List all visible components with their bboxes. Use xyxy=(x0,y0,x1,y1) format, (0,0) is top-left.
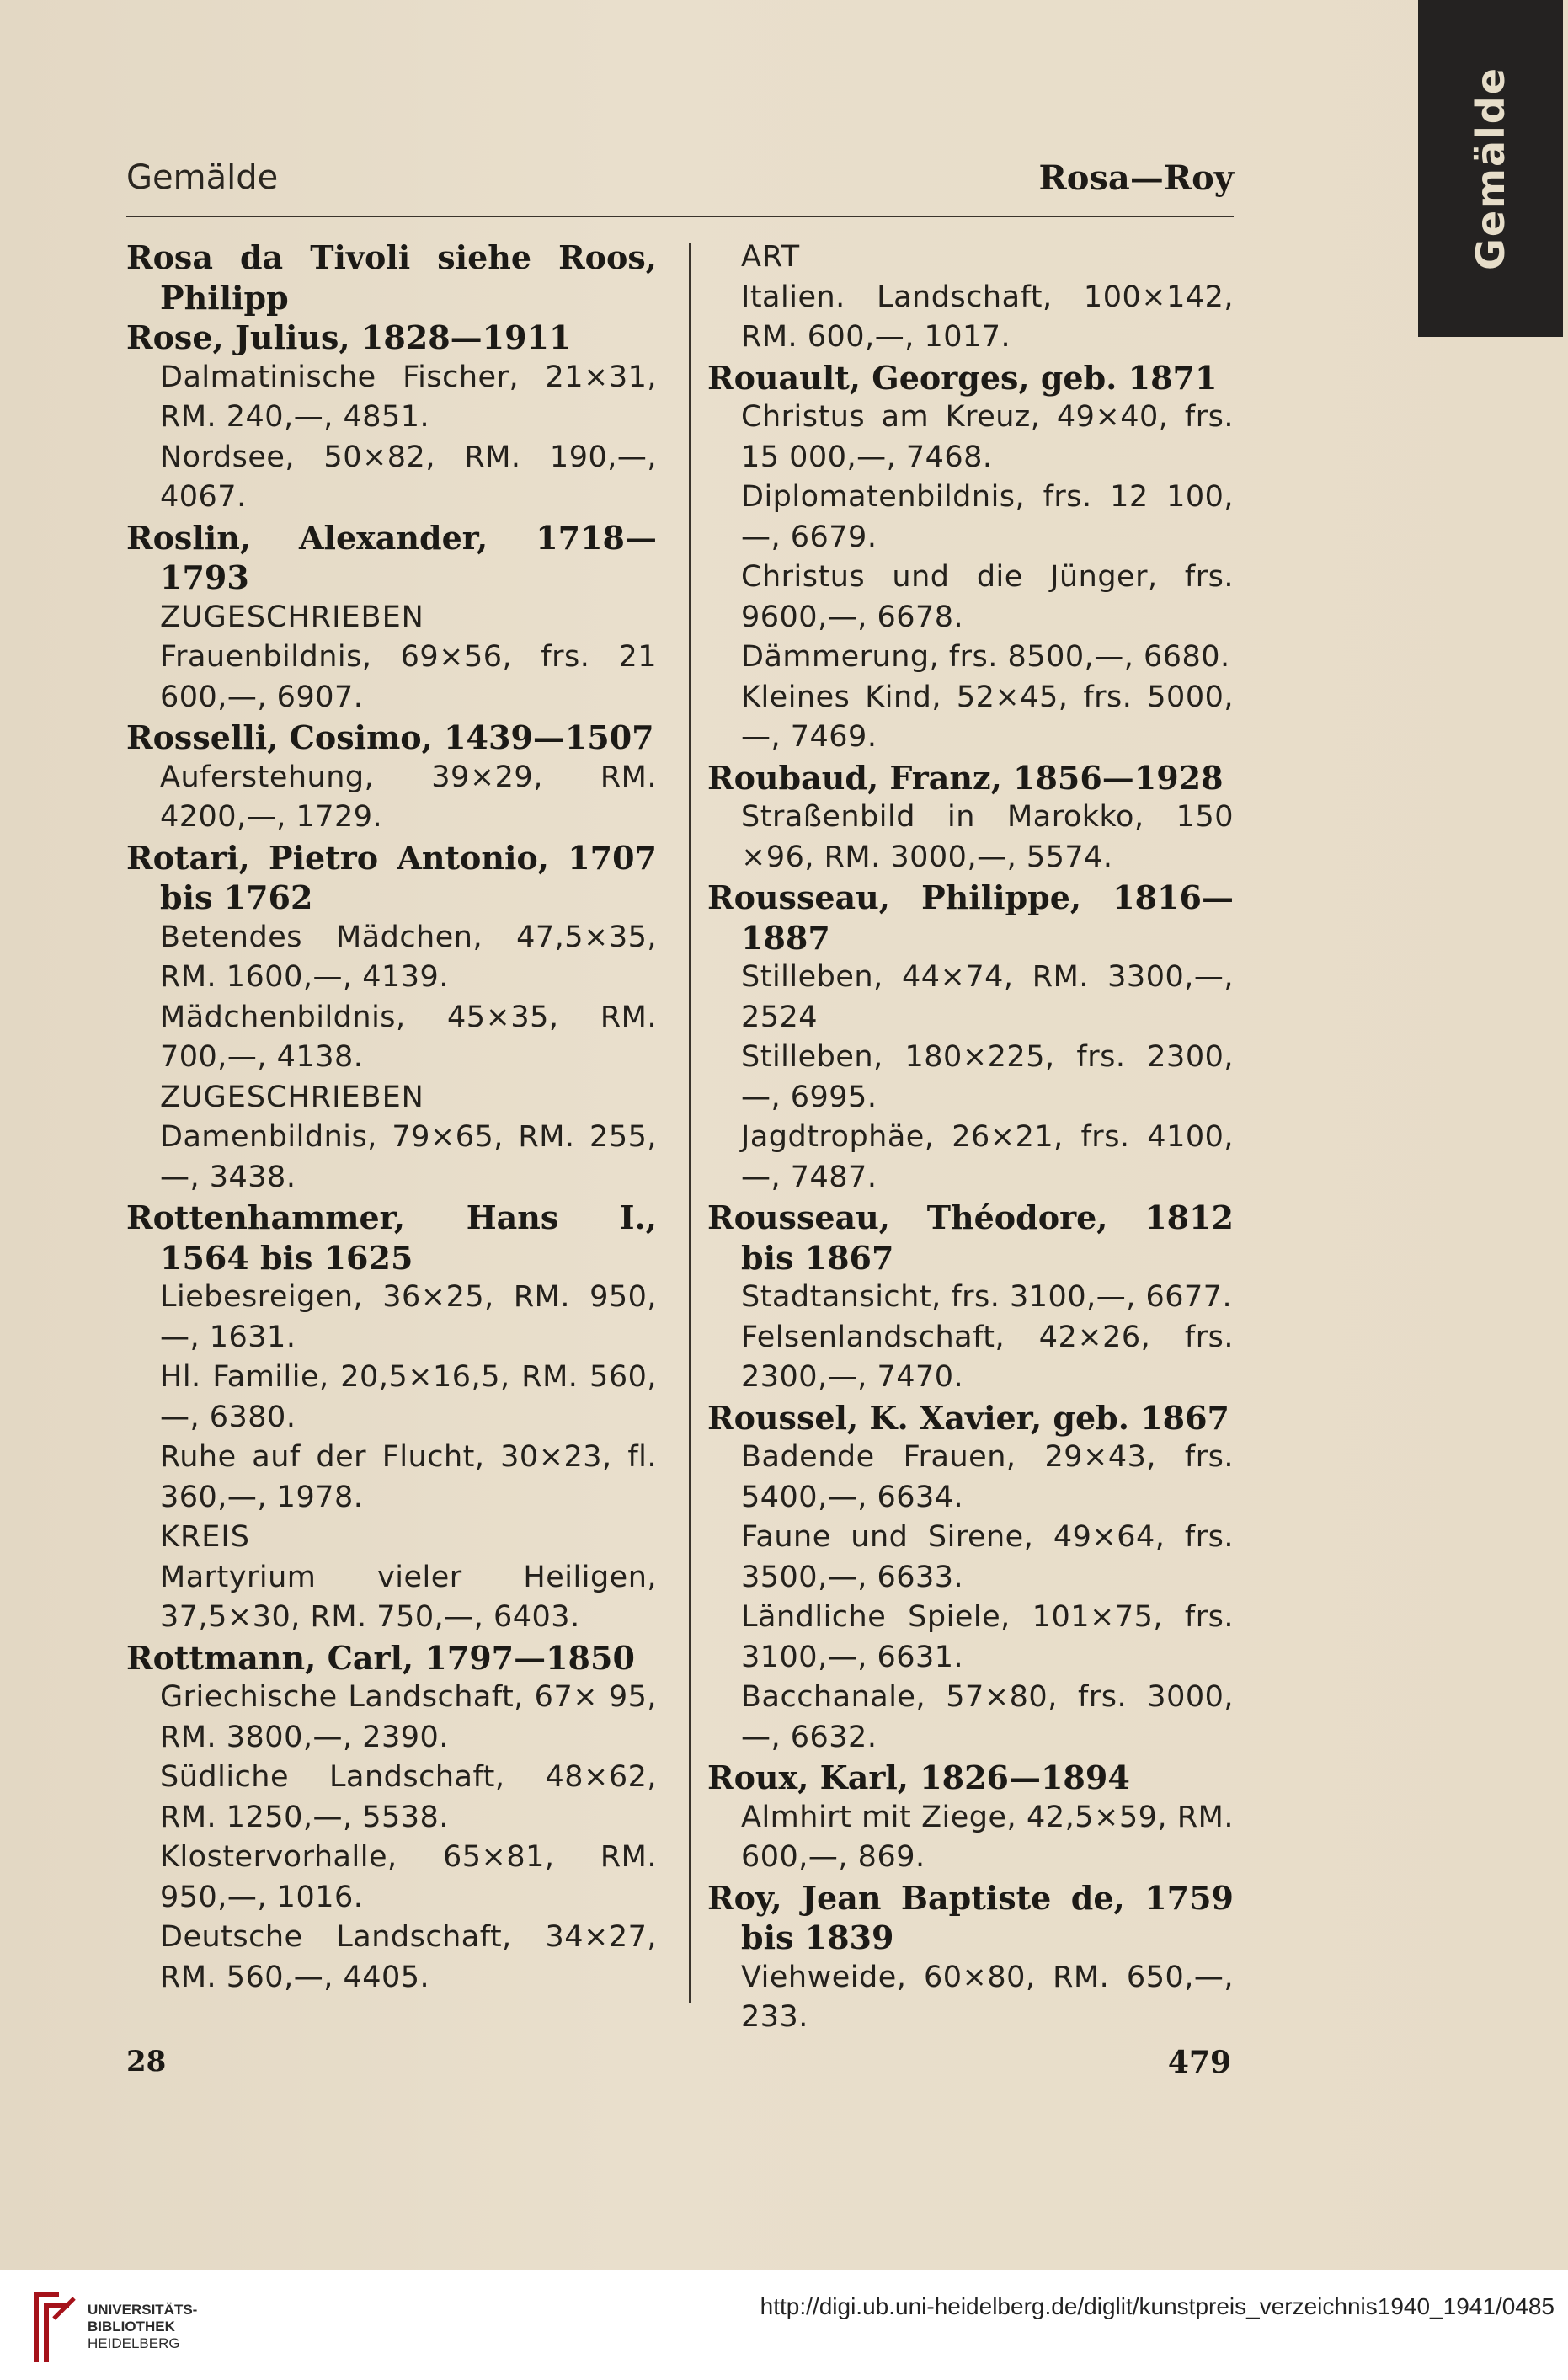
artwork-line: Damenbildnis, 79×65, RM. 255,—, 3438. xyxy=(160,1120,657,1194)
artwork-line: Viehweide, 60×80, RM. 650,—, 233. xyxy=(741,1960,1234,2034)
artist-heading: Rousseau, Théodore, 1812 bis 1867 xyxy=(707,1198,1234,1277)
ub-heidelberg-logo-icon xyxy=(25,2285,76,2369)
header-rule xyxy=(126,216,1234,217)
artist-heading: Roubaud, Franz, 1856—1928 xyxy=(707,758,1224,797)
catalog-entry xyxy=(707,878,1234,1198)
catalog-entry xyxy=(707,1758,1234,1878)
library-name xyxy=(88,2302,197,2352)
page-number: 479 xyxy=(1167,2045,1231,2080)
catalog-entry xyxy=(707,237,1234,358)
artwork-line: Betendes Mädchen, 47,5×35, RM. 1600,—, 4139. xyxy=(160,920,657,994)
column-divider xyxy=(689,243,691,2003)
catalog-entry xyxy=(126,1638,657,1998)
artwork-line: Hl. Familie, 20,5×16,5, RM. 560,—, 6380. xyxy=(160,1360,657,1434)
artwork-line: Klostervorhalle, 65×81, RM. 950,—, 1016. xyxy=(160,1840,657,1914)
artist-heading: Roux, Karl, 1826—1894 xyxy=(707,1758,1130,1796)
artist-heading: Rottenhammer, Hans I., 1564 bis 1625 xyxy=(126,1198,657,1277)
artwork-line: Jagdtrophäe, 26×21, frs. 4100,—, 7487. xyxy=(741,1120,1234,1194)
catalog-entry xyxy=(707,1878,1234,2038)
artwork-line: Italien. Landschaft, 100×142, RM. 600,—, 1017. xyxy=(741,280,1234,354)
artwork-line: Dalmatinische Fischer, 21×31, RM. 240,—, 4851. xyxy=(160,360,657,434)
artwork-line: Mädchenbildnis, 45×35, RM. 700,—, 4138. xyxy=(160,1000,657,1074)
catalog-entry xyxy=(707,1198,1234,1398)
artwork-line: Kleines Kind, 52×45, frs. 5000,—, 7469. xyxy=(741,680,1234,754)
artwork-line: Faune und Sirene, 49×64, frs. 3500,—, 6633. xyxy=(741,1520,1234,1594)
catalog-entry xyxy=(126,718,657,838)
catalog-entry xyxy=(126,838,657,1198)
catalog-entry xyxy=(126,1198,657,1638)
running-head xyxy=(126,158,1234,209)
artist-heading: Rosa da Tivoli siehe Roos, Philipp xyxy=(126,238,657,317)
attribution-label: KREIS xyxy=(160,1520,250,1554)
artwork-line: Christus am Kreuz, 49×40, frs. 15 000,—, 7468. xyxy=(741,400,1234,474)
attribution-label: ART xyxy=(741,240,801,274)
artwork-line: Auferstehung, 39×29, RM. 4200,—, 1729. xyxy=(160,760,657,834)
artist-heading: Roy, Jean Baptiste de, 1759 bis 1839 xyxy=(707,1878,1234,1956)
left-column xyxy=(126,237,657,1998)
footer-bar xyxy=(0,2270,1568,2380)
artwork-line: Straßenbild in Marokko, 150 ×96, RM. 3000,—, 5574. xyxy=(741,800,1234,874)
thumb-tab-label: Gemälde xyxy=(1468,67,1514,270)
catalog-entry xyxy=(126,518,657,718)
artwork-line: Liebesreigen, 36×25, RM. 950,—, 1631. xyxy=(160,1280,657,1354)
artwork-line: Dämmerung, frs. 8500,—, 6680. xyxy=(741,640,1230,674)
thumb-index-tab xyxy=(1418,0,1563,337)
artwork-line: Stilleben, 180×225, frs. 2300,—, 6995. xyxy=(741,1040,1234,1114)
artwork-line: Bacchanale, 57×80, frs. 3000,—, 6632. xyxy=(741,1680,1234,1754)
source-url-link[interactable]: http://digi.ub.uni-heidelberg.de/diglit/kunstpreis_verzeichnis1940_1941/0485 xyxy=(760,2293,1555,2319)
artist-heading: Rose, Julius, 1828—1911 xyxy=(126,318,572,356)
artist-heading: Rosselli, Cosimo, 1439—1507 xyxy=(126,718,654,756)
artist-heading: Rousseau, Philippe, 1816—1887 xyxy=(707,878,1234,957)
running-head-range: Rosa—Roy xyxy=(1038,158,1234,198)
running-head-section: Gemälde xyxy=(126,158,279,197)
library-name-line: HEIDELBERG xyxy=(88,2335,180,2351)
artwork-line: Deutsche Landschaft, 34×27, RM. 560,—, 4405. xyxy=(160,1920,657,1994)
artwork-line: Diplomatenbildnis, frs. 12 100,—, 6679. xyxy=(741,480,1234,554)
attribution-label: ZUGESCHRIEBEN xyxy=(160,600,424,634)
catalog-entry xyxy=(707,758,1234,878)
artwork-line: Stadtansicht, frs. 3100,—, 6677. xyxy=(741,1280,1233,1314)
attribution-label: ZUGESCHRIEBEN xyxy=(160,1080,424,1114)
artwork-line: Griechische Landschaft, 67× 95, RM. 3800,—, 2390. xyxy=(160,1680,657,1754)
artwork-line: Südliche Landschaft, 48×62, RM. 1250,—, 5538. xyxy=(160,1760,657,1834)
artwork-line: Martyrium vieler Heiligen, 37,5×30, RM. 750,—, 6403. xyxy=(160,1560,657,1634)
catalog-entry xyxy=(707,358,1234,758)
artwork-line: Nordsee, 50×82, RM. 190,—, 4067. xyxy=(160,440,657,514)
catalog-entry xyxy=(707,1398,1234,1758)
artist-heading: Rotari, Pietro Antonio, 1707 bis 1762 xyxy=(126,838,657,916)
artwork-line: Badende Frauen, 29×43, frs. 5400,—, 6634. xyxy=(741,1440,1234,1514)
library-name-line: BIBLIOTHEK xyxy=(88,2319,175,2335)
artwork-line: Almhirt mit Ziege, 42,5×59, RM. 600,—, 869. xyxy=(741,1800,1234,1874)
artwork-line: Ruhe auf der Flucht, 30×23, fl. 360,—, 1978. xyxy=(160,1440,657,1514)
artwork-line: Felsenlandschaft, 42×26, frs. 2300,—, 7470. xyxy=(741,1320,1234,1394)
library-name-line: UNIVERSITÄTS- xyxy=(88,2302,198,2318)
artwork-line: Stilleben, 44×74, RM. 3300,—, 2524 xyxy=(741,960,1234,1034)
artwork-line: Christus und die Jünger, frs. 9600,—, 6678. xyxy=(741,560,1234,634)
artist-heading: Rottmann, Carl, 1797—1850 xyxy=(126,1638,635,1677)
artwork-line: Ländliche Spiele, 101×75, frs. 3100,—, 6631. xyxy=(741,1600,1234,1674)
artist-heading: Roslin, Alexander, 1718—1793 xyxy=(126,518,657,596)
artist-heading: Rouault, Georges, geb. 1871 xyxy=(707,358,1218,397)
artwork-line: Frauenbildnis, 69×56, frs. 21 600,—, 6907. xyxy=(160,640,657,714)
signature-mark: 28 xyxy=(126,2045,167,2078)
catalog-entry xyxy=(126,318,657,518)
right-column xyxy=(707,237,1234,2038)
artist-heading: Roussel, K. Xavier, geb. 1867 xyxy=(707,1398,1229,1437)
catalog-entry xyxy=(126,237,657,318)
